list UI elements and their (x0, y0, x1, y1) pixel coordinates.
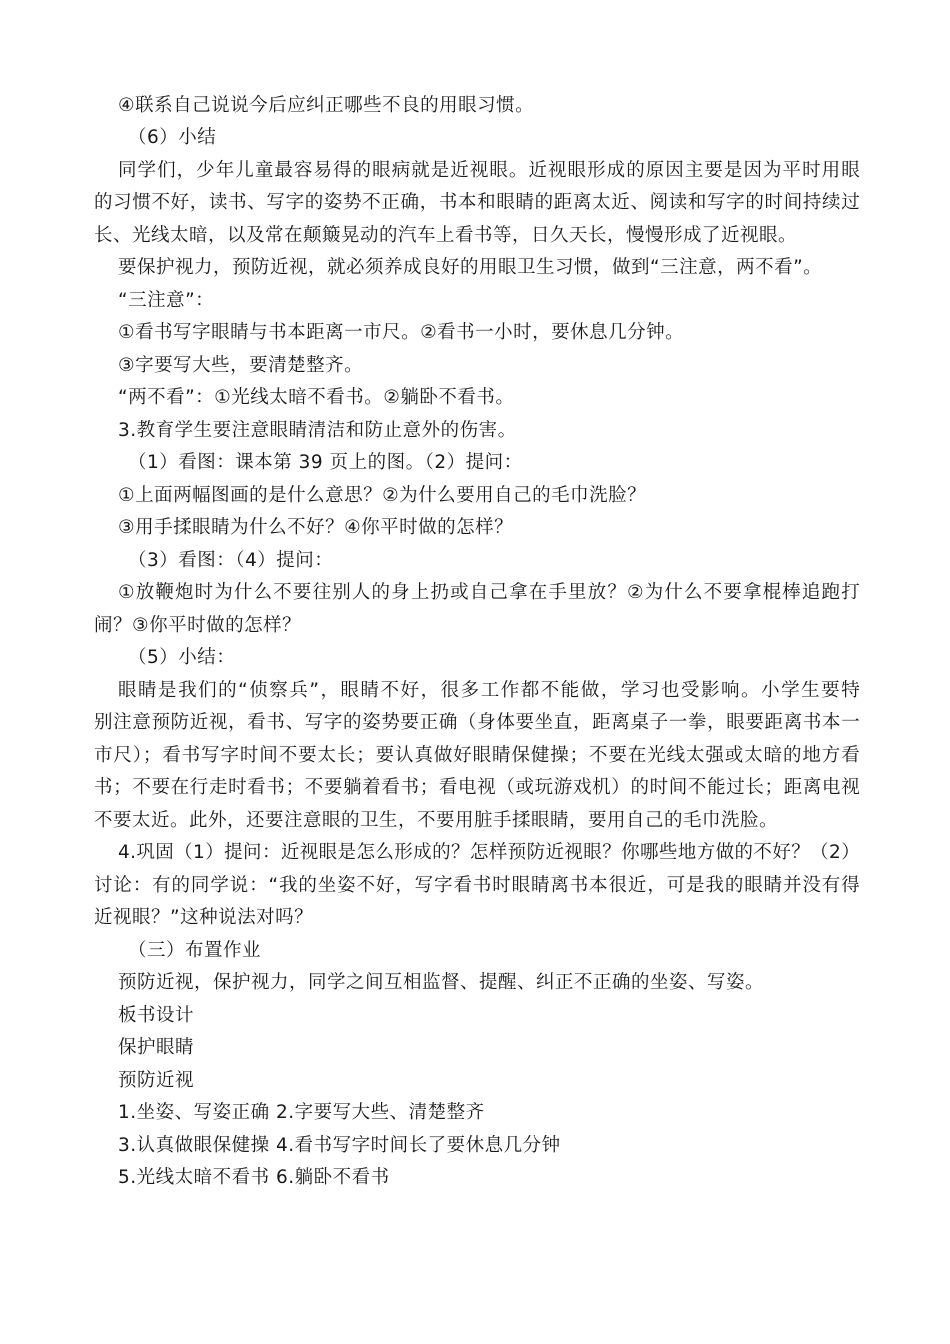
blackboard-design-heading: 板书设计 (118, 1005, 195, 1026)
paragraph-line: ①放鞭炮时为什么不要往别人的身上扔或自己拿在手里放？②为什么不要拿棍棒追跑打 (118, 582, 860, 603)
blackboard-item: 1.坐姿、写姿正确 2.字要写大些、清楚整齐 (118, 1102, 485, 1123)
text-line: ④联系自己说说今后应纠正哪些不良的用眼习惯。 (118, 95, 535, 116)
text-line: “三注意”： (118, 290, 215, 311)
text-line: ③用手揉眼睛为什么不好？④你平时做的怎样？ (118, 517, 514, 538)
paragraph-line: 同学们，少年儿童最容易得的眼病就是近视眼。近视眼形成的原因主要是因为平时用眼 (118, 160, 860, 181)
paragraph-line: 别注意预防近视，看书、写字的姿势要正确（身体要坐直，距离桌子一拳，眼要距离书本一 (94, 712, 860, 733)
section-heading-homework: （三）布置作业 (128, 940, 262, 961)
paragraph-line: 4.巩固（1）提问：近视眼是怎么形成的？怎样预防近视眼？你哪些地方做的不好？（2） (118, 842, 860, 863)
text-line: ①上面两幅图画的是什么意思？②为什么要用自己的毛巾洗脸？ (118, 485, 647, 506)
paragraph-line: 近视眼？”这种说法对吗？ (94, 907, 314, 928)
blackboard-subtitle: 预防近视 (118, 1070, 195, 1091)
paragraph-line: 闹？③你平时做的怎样？ (94, 615, 302, 636)
text-line: 预防近视，保护视力，同学之间互相监督、提醒、纠正不正确的坐姿、写姿。 (118, 972, 765, 993)
text-line: （3）看图：（4）提问： (128, 550, 334, 571)
section-heading-summary: （6）小结 (128, 127, 217, 148)
paragraph-line: 要保护视力，预防近视，就必须养成良好的用眼卫生习惯，做到“三注意，两不看”。 (118, 257, 823, 278)
blackboard-item: 3.认真做眼保健操 4.看书写字时间长了要休息几分钟 (118, 1135, 561, 1156)
paragraph-line: 的习惯不好，读书、写字的姿势不正确，书本和眼睛的距离太近、阅读和写字的时间持续过 (94, 192, 860, 213)
section-heading: 3.教育学生要注意眼睛清洁和防止意外的伤害。 (118, 420, 517, 441)
text-line: ③字要写大些，要清楚整齐。 (118, 355, 364, 376)
paragraph-line: 讨论：有的同学说：“我的坐姿不好，写字看书时眼睛离书本很近，可是我的眼睛并没有得 (94, 875, 860, 896)
blackboard-item: 5.光线太暗不看书 6.躺卧不看书 (118, 1167, 390, 1188)
text-line: （5）小结： (128, 647, 236, 668)
blackboard-title: 保护眼睛 (118, 1037, 195, 1058)
paragraph-line: 书；不要在行走时看书；不要躺着看书；看电视（或玩游戏机）的时间不能过长；距离电视 (94, 777, 860, 798)
text-line: “两不看”：①光线太暗不看书。②躺卧不看书。 (118, 387, 515, 408)
paragraph-line: 不要太近。此外，还要注意眼的卫生，不要用脏手揉眼睛，要用自己的毛巾洗脸。 (94, 810, 779, 831)
paragraph-line: 长、光线太暗，以及常在颠簸晃动的汽车上看书等，日久天长，慢慢形成了近视眼。 (94, 225, 798, 246)
text-line: （1）看图：课本第 39 页上的图。（2）提问： (128, 452, 523, 473)
paragraph-line: 市尺）；看书写字时间不要太长；要认真做好眼睛保健操；不要在光线太强或太暗的地方看 (94, 745, 860, 766)
text-line: ①看书写字眼睛与书本距离一市尺。②看书一小时，要休息几分钟。 (118, 322, 685, 343)
paragraph-line: 眼睛是我们的“侦察兵”，眼睛不好，很多工作都不能做，学习也受影响。小学生要特 (118, 680, 860, 701)
